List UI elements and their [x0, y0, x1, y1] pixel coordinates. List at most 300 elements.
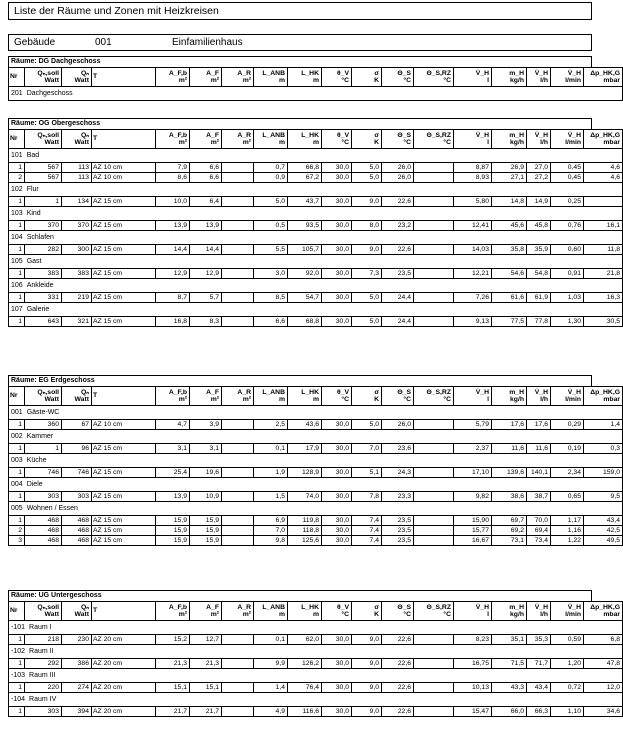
column-header: [527, 602, 551, 621]
table-cell: 6,8: [584, 635, 623, 645]
table-cell: 6,6: [190, 163, 222, 173]
table-cell: 30,0: [322, 197, 352, 207]
column-header-label: T: [93, 607, 98, 615]
table-cell: 15,1: [156, 683, 190, 693]
table-cell: 0,45: [551, 173, 584, 183]
column-header-unit: m²: [178, 396, 187, 403]
column-header-unit: Watt: [74, 139, 89, 146]
column-header-label: A_F,b: [168, 69, 187, 77]
table-cell: 54,6: [492, 269, 527, 279]
table-cell: [414, 317, 454, 327]
table-cell: 26,9: [492, 163, 527, 173]
table-cell: 38,7: [527, 492, 551, 502]
column-header-label: A_F,b: [168, 388, 187, 396]
table-row: [9, 221, 623, 231]
table-cell: [414, 173, 454, 183]
column-header: [454, 602, 492, 621]
table-cell: 1,4: [584, 420, 623, 430]
table-cell: 274: [62, 683, 92, 693]
column-header: [62, 130, 92, 149]
column-header-label: L_HK: [301, 603, 319, 611]
column-header-unit: m²: [210, 611, 219, 618]
room-title: [9, 279, 623, 293]
building-name: Einfamilienhaus: [172, 37, 243, 48]
table-cell: 71,5: [492, 659, 527, 669]
table-cell: 12,0: [584, 683, 623, 693]
column-header: [25, 387, 62, 406]
column-header-label: V̇_H: [475, 69, 489, 77]
column-header-unit: °C: [341, 77, 349, 84]
column-header-label: m_H: [509, 131, 524, 139]
table-cell: 1: [9, 163, 25, 173]
table-cell: 118,8: [288, 526, 322, 536]
room-name: Raum III: [29, 672, 56, 679]
table-cell: 468: [62, 536, 92, 546]
table-cell: 125,6: [288, 536, 322, 546]
table-cell: 67: [62, 420, 92, 430]
room-name: Gast: [26, 258, 42, 265]
table-cell: 12,9: [156, 269, 190, 279]
column-header: [156, 387, 190, 406]
table-cell: 9,0: [352, 245, 382, 255]
column-header: [454, 68, 492, 87]
table-cell: 0,9: [254, 173, 288, 183]
column-header-unit: l: [487, 77, 489, 84]
table-cell: 14,8: [492, 197, 527, 207]
column-header-label: Δp_HK,G: [590, 388, 620, 396]
room-name: Galerie: [26, 306, 50, 313]
table-cell: 0,29: [551, 420, 584, 430]
column-header-unit: kg/h: [510, 139, 524, 146]
table-cell: 3,1: [156, 444, 190, 454]
room-name: Kind: [26, 210, 41, 217]
table-cell: 3,0: [254, 269, 288, 279]
column-header-label: σ: [374, 603, 379, 611]
table-cell: [222, 163, 254, 173]
table-cell: 1: [9, 269, 25, 279]
column-header-unit: °C: [403, 77, 411, 84]
column-header-unit: m: [278, 139, 285, 146]
column-header: [492, 387, 527, 406]
table-cell: 6,4: [190, 197, 222, 207]
column-header-label: Qₙ,soll: [37, 388, 59, 396]
column-header: [492, 68, 527, 87]
room-number: 004: [11, 481, 23, 488]
table-cell: 27,2: [527, 173, 551, 183]
section-title: Räume: EG Erdgeschoss: [8, 375, 592, 386]
table-cell: AZ 20 cm: [92, 683, 156, 693]
table-cell: 0,91: [551, 269, 584, 279]
room-name: Bad: [26, 152, 40, 159]
table-cell: AZ 20 cm: [92, 635, 156, 645]
table-cell: 23,5: [382, 516, 414, 526]
table-cell: 9,0: [352, 659, 382, 669]
table-row: [9, 659, 623, 669]
table-cell: 468: [62, 526, 92, 536]
table-cell: 43,7: [288, 197, 322, 207]
section-block: [8, 590, 620, 717]
column-header: [414, 387, 454, 406]
table-cell: 71,7: [527, 659, 551, 669]
table-cell: 30,0: [322, 635, 352, 645]
table-cell: 35,1: [492, 635, 527, 645]
column-header-unit: Watt: [74, 611, 89, 618]
column-header: [492, 602, 527, 621]
column-header: [222, 602, 254, 621]
table-cell: 7,3: [352, 269, 382, 279]
table-cell: 66,8: [288, 163, 322, 173]
column-header-label: A_F,b: [168, 603, 187, 611]
room-name: Küche: [26, 457, 47, 464]
table-cell: 9,5: [584, 492, 623, 502]
table-cell: 383: [62, 269, 92, 279]
table-cell: 15,47: [454, 707, 492, 717]
room-number: -102: [11, 648, 26, 655]
column-header: [352, 387, 382, 406]
table-cell: [414, 683, 454, 693]
room-number: 105: [11, 258, 23, 265]
room-title-row: [9, 207, 623, 221]
table-cell: 26,0: [382, 163, 414, 173]
table-cell: 11,6: [527, 444, 551, 454]
room-title-row: [9, 669, 623, 683]
table-cell: [414, 516, 454, 526]
table-row: [9, 293, 623, 303]
table-cell: 8,5: [254, 293, 288, 303]
table-cell: 16,67: [454, 536, 492, 546]
table-cell: [222, 707, 254, 717]
column-header-label: Qₙ: [81, 131, 89, 139]
table-cell: 5,5: [254, 245, 288, 255]
column-header: [414, 602, 454, 621]
table-cell: 13,9: [156, 221, 190, 231]
column-header-unit: K: [374, 139, 379, 146]
table-row: [9, 468, 623, 478]
room-number: 106: [11, 282, 23, 289]
column-header-unit: mbar: [603, 77, 620, 84]
column-header-unit: m²: [178, 77, 187, 84]
table-cell: [584, 197, 623, 207]
table-cell: 30,0: [322, 269, 352, 279]
table-cell: 23,6: [382, 444, 414, 454]
column-header-unit: m²: [242, 77, 251, 84]
room-name: Gäste-WC: [26, 409, 60, 416]
column-header: [9, 130, 25, 149]
room-table: [8, 601, 623, 717]
table-cell: 7,0: [254, 526, 288, 536]
table-cell: [222, 492, 254, 502]
column-header-label: L_HK: [301, 388, 319, 396]
table-cell: AZ 15 cm: [92, 526, 156, 536]
table-cell: 17,6: [492, 420, 527, 430]
table-cell: 1: [25, 197, 62, 207]
column-header-label: V̇_H: [534, 388, 548, 396]
table-cell: 1,03: [551, 293, 584, 303]
table-cell: [222, 269, 254, 279]
page-title: Liste der Räume und Zonen mit Heizkreisen: [8, 2, 592, 20]
column-header: [584, 387, 623, 406]
column-header-unit: l/h: [540, 611, 548, 618]
room-number: -103: [11, 672, 26, 679]
room-title: [9, 406, 623, 420]
room-name: Diele: [26, 481, 43, 488]
table-cell: 30,0: [322, 516, 352, 526]
column-header-unit: m²: [210, 396, 219, 403]
table-cell: 0,19: [551, 444, 584, 454]
room-number: 101: [11, 152, 23, 159]
table-cell: 230: [62, 635, 92, 645]
table-cell: 1,16: [551, 526, 584, 536]
table-cell: 9,9: [254, 659, 288, 669]
column-header-label: Θ_S,RZ: [426, 69, 451, 77]
column-header: [584, 130, 623, 149]
column-header-label: L_HK: [301, 69, 319, 77]
table-cell: [414, 635, 454, 645]
table-cell: 22,6: [382, 245, 414, 255]
table-cell: 21,7: [190, 707, 222, 717]
table-cell: 5,0: [352, 163, 382, 173]
table-cell: 105,7: [288, 245, 322, 255]
room-title: [9, 478, 623, 492]
table-cell: 26,0: [382, 420, 414, 430]
room-number: -101: [11, 624, 26, 631]
room-number: 107: [11, 306, 23, 313]
room-title: [9, 183, 623, 197]
table-cell: 1: [9, 420, 25, 430]
column-header: [254, 602, 288, 621]
table-cell: 1: [9, 707, 25, 717]
table-cell: [222, 444, 254, 454]
column-header-label: A_R: [237, 69, 251, 77]
table-row: [9, 707, 623, 717]
table-cell: AZ 20 cm: [92, 659, 156, 669]
table-cell: 45,8: [527, 221, 551, 231]
table-cell: 7,9: [156, 163, 190, 173]
column-header: [92, 130, 156, 149]
table-cell: 30,0: [322, 173, 352, 183]
table-cell: 8,23: [454, 635, 492, 645]
table-cell: 0,1: [254, 444, 288, 454]
column-header-unit: m²: [242, 611, 251, 618]
table-cell: AZ 20 cm: [92, 707, 156, 717]
room-name: Flur: [26, 186, 39, 193]
column-header: [9, 387, 25, 406]
column-header-label: L_ANB: [262, 603, 285, 611]
column-header: [190, 602, 222, 621]
column-header-label: V̇_H: [475, 131, 489, 139]
section-title: Räume: DG Dachgeschoss: [8, 56, 592, 67]
table-cell: 15,9: [190, 516, 222, 526]
table-cell: 14,4: [156, 245, 190, 255]
table-cell: 11,8: [584, 245, 623, 255]
table-cell: AZ 10 cm: [92, 163, 156, 173]
table-row: [9, 492, 623, 502]
table-cell: [222, 635, 254, 645]
column-header-unit: l/min: [565, 396, 581, 403]
table-cell: 1,22: [551, 536, 584, 546]
room-title: [9, 430, 623, 444]
column-header: [551, 130, 584, 149]
table-cell: [222, 683, 254, 693]
table-cell: 15,1: [190, 683, 222, 693]
column-header-unit: mbar: [603, 611, 620, 618]
table-cell: 12,41: [454, 221, 492, 231]
column-header: [92, 68, 156, 87]
table-cell: 468: [25, 526, 62, 536]
table-cell: 8,6: [156, 173, 190, 183]
table-cell: 0,72: [551, 683, 584, 693]
table-cell: 7,26: [454, 293, 492, 303]
table-cell: 35,9: [527, 245, 551, 255]
table-cell: 69,7: [492, 516, 527, 526]
table-cell: 0,3: [584, 444, 623, 454]
room-title: [9, 255, 623, 269]
table-cell: 9,0: [352, 197, 382, 207]
column-header: [527, 387, 551, 406]
table-cell: 5,7: [190, 293, 222, 303]
table-cell: 139,6: [492, 468, 527, 478]
column-header-unit: Watt: [74, 77, 89, 84]
table-cell: 13,9: [190, 221, 222, 231]
column-header-unit: l/min: [565, 611, 581, 618]
table-cell: 49,5: [584, 536, 623, 546]
table-cell: [414, 293, 454, 303]
table-cell: 54,7: [288, 293, 322, 303]
column-header: [92, 602, 156, 621]
table-cell: 70,0: [527, 516, 551, 526]
column-header-label: V̇_H: [534, 69, 548, 77]
table-cell: 8,93: [454, 173, 492, 183]
column-header-label: A_F: [206, 69, 219, 77]
column-header-label: Nr: [10, 135, 18, 143]
table-cell: 6,6: [254, 317, 288, 327]
table-cell: 11,6: [492, 444, 527, 454]
table-cell: 21,3: [156, 659, 190, 669]
table-cell: 3: [9, 536, 25, 546]
table-row: [9, 269, 623, 279]
table-cell: AZ 15 cm: [92, 444, 156, 454]
room-title-row: [9, 149, 623, 163]
column-header: [322, 387, 352, 406]
table-cell: [222, 197, 254, 207]
table-cell: 746: [25, 468, 62, 478]
table-cell: 25,4: [156, 468, 190, 478]
column-header: [288, 602, 322, 621]
table-cell: 16,75: [454, 659, 492, 669]
column-header: [156, 68, 190, 87]
column-header: [25, 130, 62, 149]
table-cell: 218: [25, 635, 62, 645]
column-header: [454, 130, 492, 149]
table-cell: 68,8: [288, 317, 322, 327]
column-header-unit: kg/h: [510, 611, 524, 618]
column-header-label: L_ANB: [262, 388, 285, 396]
column-header-label: Qₙ,soll: [37, 69, 59, 77]
table-cell: 1: [9, 221, 25, 231]
column-header: [190, 68, 222, 87]
table-cell: 4,7: [156, 420, 190, 430]
table-cell: AZ 15 cm: [92, 468, 156, 478]
table-cell: 1: [9, 245, 25, 255]
column-header: [25, 68, 62, 87]
room-title-row: [9, 87, 623, 101]
table-cell: 468: [25, 536, 62, 546]
table-cell: [414, 245, 454, 255]
table-cell: 1,5: [254, 492, 288, 502]
table-cell: 1,10: [551, 707, 584, 717]
table-cell: AZ 15 cm: [92, 492, 156, 502]
room-title-row: [9, 645, 623, 659]
room-title-row: [9, 621, 623, 635]
room-title: [9, 645, 623, 659]
column-header: [156, 130, 190, 149]
column-header-label: V̇_H: [534, 131, 548, 139]
table-cell: 24,4: [382, 293, 414, 303]
table-cell: 24,3: [382, 468, 414, 478]
column-header-unit: l/min: [565, 77, 581, 84]
table-cell: 30,0: [322, 221, 352, 231]
column-header-row: [9, 602, 623, 621]
column-header-label: T: [93, 135, 98, 143]
room-number: 002: [11, 433, 23, 440]
table-cell: 4,9: [254, 707, 288, 717]
column-header: [322, 130, 352, 149]
column-header: [584, 602, 623, 621]
table-cell: 394: [62, 707, 92, 717]
table-cell: [222, 245, 254, 255]
column-header-label: A_F: [206, 388, 219, 396]
room-name: Kammer: [26, 433, 54, 440]
table-cell: 7,4: [352, 526, 382, 536]
column-header-label: Θ_S,RZ: [426, 131, 451, 139]
table-cell: 22,6: [382, 683, 414, 693]
room-name: Schlafen: [26, 234, 54, 241]
column-header: [222, 130, 254, 149]
room-title-row: [9, 406, 623, 420]
table-row: [9, 317, 623, 327]
table-cell: 15,77: [454, 526, 492, 536]
column-header-unit: l/min: [565, 139, 581, 146]
column-header-label: Θ_S: [397, 603, 411, 611]
column-header-unit: m: [312, 396, 319, 403]
column-header-label: Δp_HK,G: [590, 131, 620, 139]
table-cell: 5,0: [352, 317, 382, 327]
column-header: [254, 68, 288, 87]
column-header-unit: l/h: [540, 139, 548, 146]
table-cell: 30,0: [322, 492, 352, 502]
column-header-unit: °C: [341, 139, 349, 146]
table-cell: 43,4: [584, 516, 623, 526]
room-title: [9, 669, 623, 683]
column-header: [414, 130, 454, 149]
column-header: [25, 602, 62, 621]
column-header-unit: K: [374, 396, 379, 403]
table-cell: AZ 10 cm: [92, 173, 156, 183]
table-cell: 5,80: [454, 197, 492, 207]
column-header-unit: m²: [210, 77, 219, 84]
room-number: 103: [11, 210, 23, 217]
table-cell: 42,5: [584, 526, 623, 536]
column-header-unit: Watt: [44, 77, 59, 84]
section-block: [8, 56, 620, 101]
table-cell: 468: [25, 516, 62, 526]
table-cell: 15,9: [190, 536, 222, 546]
column-header-label: Θ_S: [397, 388, 411, 396]
table-cell: 27,0: [527, 163, 551, 173]
table-cell: 140,1: [527, 468, 551, 478]
column-header: [9, 602, 25, 621]
table-cell: 14,4: [190, 245, 222, 255]
